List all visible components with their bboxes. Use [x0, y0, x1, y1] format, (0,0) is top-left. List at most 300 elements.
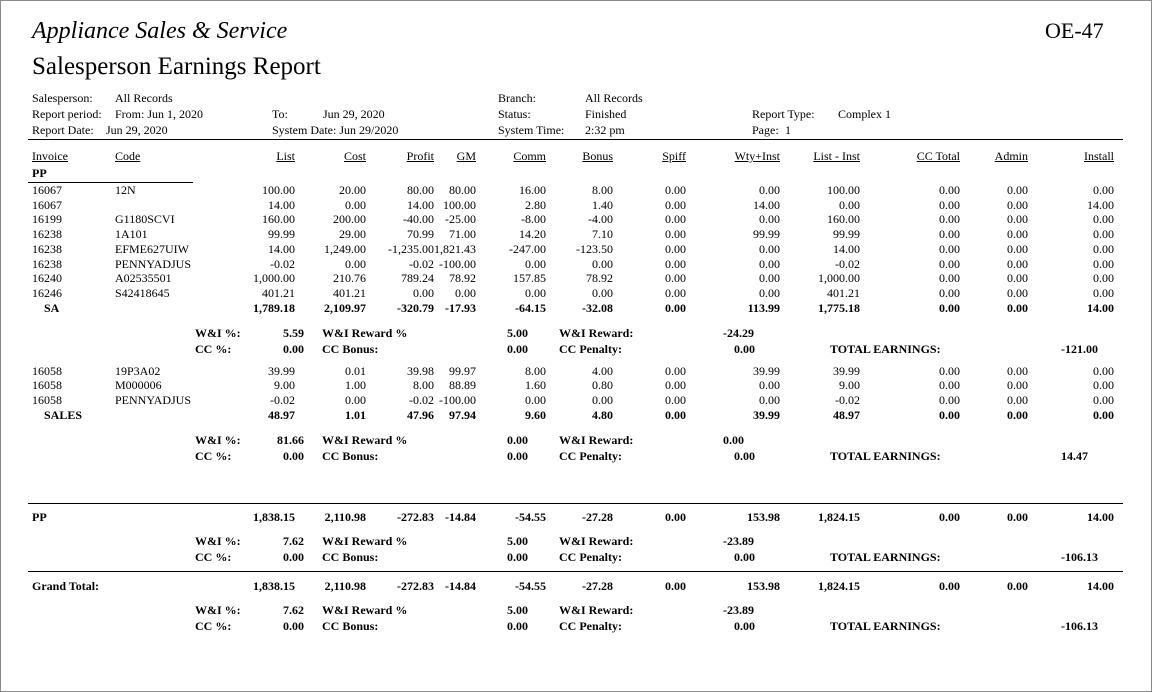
- table-row-bonus: 4.00: [592, 363, 613, 378]
- table-row-invoice: 16246: [32, 285, 62, 300]
- table-row-admin: 0.00: [1007, 212, 1028, 227]
- table-row-bonus: 1.40: [592, 197, 613, 212]
- table-row-profit: 70.99: [407, 227, 434, 242]
- table-row-gm: 80.00: [449, 183, 476, 197]
- wi-reward-label: W&I Reward:: [559, 325, 634, 340]
- table-row-wty-inst: 0.00: [759, 393, 780, 407]
- table-row-invoice: 16058: [32, 363, 62, 378]
- table-row-list-inst: 401.21: [827, 285, 860, 300]
- report-period-to-value: Jun 29, 2020: [323, 107, 385, 121]
- cc-penalty-label: CC Penalty:: [559, 550, 622, 564]
- table-row-spiff: 0.00: [665, 227, 686, 242]
- branch-value: All Records: [585, 91, 643, 105]
- table-row-spiff: 0.00: [665, 393, 686, 407]
- table-row-comm: 16.00: [519, 183, 546, 197]
- system-time-value: 2:32 pm: [585, 123, 625, 137]
- table-row-spiff: 0.00: [665, 378, 686, 393]
- table-row-comm: 0.00: [525, 256, 546, 271]
- table-row-comm: -247.00: [509, 241, 546, 256]
- table-row-admin: 0.00: [1007, 227, 1028, 242]
- table-row-install: 0.00: [1093, 227, 1114, 242]
- grand-total-row-install: 14.00: [1087, 579, 1114, 593]
- table-row-install: 0.00: [1093, 378, 1114, 393]
- subtotal-row-spiff: 0.00: [665, 407, 686, 422]
- form-code: OE-47: [1045, 18, 1104, 43]
- table-row-bonus: -4.00: [588, 212, 613, 227]
- grand-total-row-comm: -54.55: [515, 579, 546, 593]
- table-row-cc-total: 0.00: [939, 212, 960, 227]
- grand-total-row-list-inst: 1,824.15: [818, 579, 860, 593]
- table-row-profit: 789.24: [401, 271, 434, 286]
- group-total-row-wty-inst: 153.98: [747, 510, 780, 524]
- table-row-list-inst: 9.00: [839, 378, 860, 393]
- total-earnings-value: 14.47: [1061, 448, 1088, 463]
- wi-reward-label: W&I Reward:: [559, 432, 634, 447]
- subtotal-row-bonus: -32.08: [582, 300, 613, 315]
- table-row-install: 0.00: [1093, 363, 1114, 378]
- subtotal-row-list-inst: 1,775.18: [818, 300, 860, 315]
- group-total-row-install: 14.00: [1087, 510, 1114, 524]
- status-value: Finished: [585, 107, 627, 121]
- cc-pct-label: CC %:: [195, 341, 232, 356]
- cc-bonus-value: 0.00: [507, 341, 528, 356]
- wi-reward-value: 0.00: [723, 432, 744, 447]
- table-row-admin: 0.00: [1007, 393, 1028, 407]
- table-row-profit: -40.00: [403, 212, 434, 227]
- table-row-list: 100.00: [262, 183, 295, 197]
- table-row-code: 12N: [115, 183, 136, 197]
- table-row-list-inst: -0.02: [835, 256, 860, 271]
- table-row-list: 14.00: [268, 241, 295, 256]
- wi-pct-label: W&I %:: [195, 603, 241, 617]
- table-row-cost: 210.76: [333, 271, 366, 286]
- cc-bonus-label: CC Bonus:: [322, 619, 379, 633]
- wi-pct-value: 7.62: [283, 534, 304, 548]
- table-row-bonus: 78.92: [586, 271, 613, 286]
- wi-reward-label: W&I Reward:: [559, 603, 634, 617]
- table-row-gm: 0.00: [455, 285, 476, 300]
- table-row-gm: -100.00: [439, 256, 476, 271]
- table-row-cost: 0.00: [345, 393, 366, 407]
- table-row-comm: 0.00: [525, 393, 546, 407]
- table-row-comm: -8.00: [521, 212, 546, 227]
- cc-pct-value: 0.00: [283, 448, 304, 463]
- subtotal-row-profit: 47.96: [407, 407, 434, 422]
- wi-reward-pct-label: W&I Reward %: [322, 603, 408, 617]
- subtotal-row-admin: 0.00: [1007, 407, 1028, 422]
- column-header-comm: Comm: [513, 149, 546, 163]
- table-row-comm: 1.60: [525, 378, 546, 393]
- table-row-spiff: 0.00: [665, 212, 686, 227]
- table-row-cc-total: 0.00: [939, 393, 960, 407]
- system-date: System Date: Jun 29/2020: [272, 123, 399, 137]
- table-row-gm: 1,821.43: [434, 241, 476, 256]
- table-row-gm: -100.00: [439, 393, 476, 407]
- table-row-spiff: 0.00: [665, 285, 686, 300]
- table-row-spiff: 0.00: [665, 363, 686, 378]
- salesperson-value: All Records: [115, 91, 173, 105]
- subtotal-row-spiff: 0.00: [665, 300, 686, 315]
- column-header-list: List: [276, 149, 295, 163]
- cc-bonus-label: CC Bonus:: [322, 448, 379, 463]
- table-row-cost: 200.00: [333, 212, 366, 227]
- table-row-cost: 0.00: [345, 197, 366, 212]
- table-row-install: 0.00: [1093, 212, 1114, 227]
- report-period-to-label: To:: [272, 107, 288, 121]
- table-row-wty-inst: 0.00: [759, 241, 780, 256]
- table-row-bonus: 8.00: [592, 183, 613, 197]
- table-row-cc-total: 0.00: [939, 285, 960, 300]
- table-row-cc-total: 0.00: [939, 363, 960, 378]
- column-header-code: Code: [115, 149, 141, 163]
- table-row-cc-total: 0.00: [939, 227, 960, 242]
- total-earnings-label: TOTAL EARNINGS:: [830, 448, 941, 463]
- table-row-list: 14.00: [268, 197, 295, 212]
- subtotal-row-list: 48.97: [268, 407, 295, 422]
- total-earnings-label: TOTAL EARNINGS:: [830, 341, 941, 356]
- page-label: Page:: [752, 123, 779, 137]
- table-row-comm: 8.00: [525, 363, 546, 378]
- table-row-invoice: 16240: [32, 271, 62, 286]
- wi-reward-pct-label: W&I Reward %: [322, 534, 408, 548]
- grand-total-row-gm: -14.84: [445, 579, 476, 593]
- table-row-invoice: 16238: [32, 227, 62, 242]
- table-row-spiff: 0.00: [665, 271, 686, 286]
- cc-bonus-label: CC Bonus:: [322, 341, 379, 356]
- cc-pct-label: CC %:: [195, 619, 232, 633]
- table-row-cost: 401.21: [333, 285, 366, 300]
- table-row-admin: 0.00: [1007, 197, 1028, 212]
- report-type-value: Complex 1: [838, 107, 891, 121]
- table-row-admin: 0.00: [1007, 378, 1028, 393]
- page-number: 1: [785, 123, 791, 137]
- subtotal-row-cc-total: 0.00: [939, 407, 960, 422]
- report-date-label: Report Date:: [32, 123, 94, 137]
- total-earnings-value: -106.13: [1061, 550, 1098, 564]
- column-header-spiff: Spiff: [662, 149, 686, 163]
- table-row-profit: 39.98: [407, 363, 434, 378]
- table-row-profit: 14.00: [407, 197, 434, 212]
- subtotal-row-cost: 2,109.97: [324, 300, 366, 315]
- table-row-invoice: 16238: [32, 256, 62, 271]
- grand-total-row-cc-total: 0.00: [939, 579, 960, 593]
- table-row-code: EFME627UIW: [115, 241, 189, 256]
- wi-reward-pct-value: 0.00: [507, 432, 528, 447]
- table-row-install: 0.00: [1093, 183, 1114, 197]
- column-header-profit: Profit: [406, 149, 434, 163]
- table-row-admin: 0.00: [1007, 256, 1028, 271]
- cc-penalty-value: 0.00: [734, 550, 755, 564]
- table-row-wty-inst: 14.00: [753, 197, 780, 212]
- grand-total-row-admin: 0.00: [1007, 579, 1028, 593]
- cc-pct-value: 0.00: [283, 619, 304, 633]
- cc-penalty-label: CC Penalty:: [559, 448, 622, 463]
- grand-total-row-bonus: -27.28: [582, 579, 613, 593]
- subtotal-row-admin: 0.00: [1007, 300, 1028, 315]
- column-header-admin: Admin: [994, 149, 1028, 163]
- table-row-list: -0.02: [270, 393, 295, 407]
- subtotal-row-install: 14.00: [1087, 300, 1114, 315]
- table-row-list: 99.99: [268, 227, 295, 242]
- table-row-code: 19P3A02: [115, 363, 161, 378]
- table-row-cc-total: 0.00: [939, 197, 960, 212]
- table-row-list-inst: 14.00: [833, 241, 860, 256]
- table-row-cc-total: 0.00: [939, 183, 960, 197]
- table-row-admin: 0.00: [1007, 363, 1028, 378]
- subtotal-row-bonus: 4.80: [592, 407, 613, 422]
- wi-reward-pct-value: 5.00: [507, 325, 528, 340]
- table-row-profit: -0.02: [409, 393, 434, 407]
- table-row-admin: 0.00: [1007, 285, 1028, 300]
- group-total-rule: [28, 503, 1123, 504]
- table-row-gm: 100.00: [443, 197, 476, 212]
- group-total-row-invoice: PP: [32, 510, 47, 524]
- branch-label: Branch:: [498, 91, 536, 105]
- cc-penalty-value: 0.00: [734, 341, 755, 356]
- table-row-cost: 1,249.00: [324, 241, 366, 256]
- table-row-list-inst: 100.00: [827, 183, 860, 197]
- table-row-install: 0.00: [1093, 241, 1114, 256]
- table-row-code: PENNYADJUS: [115, 393, 192, 407]
- wi-pct-value: 5.59: [283, 325, 304, 340]
- table-row-list: -0.02: [270, 256, 295, 271]
- cc-penalty-label: CC Penalty:: [559, 619, 622, 633]
- grand-total-row-list: 1,838.15: [253, 579, 295, 593]
- table-row-wty-inst: 39.99: [753, 363, 780, 378]
- table-row-list: 9.00: [274, 378, 295, 393]
- table-row-admin: 0.00: [1007, 241, 1028, 256]
- table-row-cc-total: 0.00: [939, 256, 960, 271]
- table-row-gm: 88.89: [449, 378, 476, 393]
- table-row-wty-inst: 99.99: [753, 227, 780, 242]
- table-row-list-inst: 99.99: [833, 227, 860, 242]
- subtotal-row-invoice: SA: [44, 300, 60, 315]
- table-row-install: 0.00: [1093, 256, 1114, 271]
- wi-reward-pct-label: W&I Reward %: [322, 325, 408, 340]
- total-earnings-label: TOTAL EARNINGS:: [830, 619, 941, 633]
- column-header-install: Install: [1084, 149, 1114, 163]
- subtotal-row-cost: 1.01: [345, 407, 366, 422]
- cc-pct-label: CC %:: [195, 448, 232, 463]
- grand-total-row-profit: -272.83: [397, 579, 434, 593]
- wi-pct-label: W&I %:: [195, 432, 241, 447]
- cc-penalty-value: 0.00: [734, 619, 755, 633]
- table-row-wty-inst: 0.00: [759, 212, 780, 227]
- table-row-code: S42418645: [115, 285, 170, 300]
- table-row-gm: 78.92: [449, 271, 476, 286]
- total-earnings-value: -121.00: [1061, 341, 1098, 356]
- column-header-cost: Cost: [343, 149, 366, 163]
- grand-total-row-cost: 2,110.98: [324, 579, 366, 593]
- group-label: PP: [32, 166, 47, 180]
- system-time-label: System Time:: [498, 123, 565, 137]
- column-header-list-inst: List - Inst: [813, 149, 860, 163]
- table-row-invoice: 16067: [32, 197, 62, 212]
- cc-pct-value: 0.00: [283, 550, 304, 564]
- table-row-profit: 0.00: [413, 285, 434, 300]
- cc-penalty-label: CC Penalty:: [559, 341, 622, 356]
- table-row-cc-total: 0.00: [939, 241, 960, 256]
- grand-total-row-wty-inst: 153.98: [747, 579, 780, 593]
- table-row-install: 0.00: [1093, 393, 1114, 407]
- table-row-gm: -25.00: [445, 212, 476, 227]
- subtotal-row-cc-total: 0.00: [939, 300, 960, 315]
- group-total-row-spiff: 0.00: [665, 510, 686, 524]
- table-row-admin: 0.00: [1007, 183, 1028, 197]
- grand-total-row-invoice: Grand Total:: [32, 579, 100, 593]
- table-row-comm: 2.80: [525, 197, 546, 212]
- company-name: Appliance Sales & Service: [32, 18, 288, 44]
- group-total-row-comm: -54.55: [515, 510, 546, 524]
- report-period-label: Report period:: [32, 107, 102, 121]
- subtotal-row-install: 0.00: [1093, 407, 1114, 422]
- wi-reward-value: -24.29: [723, 325, 754, 340]
- header-rule: [28, 139, 1123, 140]
- table-row-bonus: -123.50: [576, 241, 613, 256]
- table-row-list-inst: 160.00: [827, 212, 860, 227]
- table-row-invoice: 16199: [32, 212, 62, 227]
- group-total-row-list-inst: 1,824.15: [818, 510, 860, 524]
- table-row-wty-inst: 0.00: [759, 256, 780, 271]
- cc-penalty-value: 0.00: [734, 448, 755, 463]
- table-row-comm: 14.20: [519, 227, 546, 242]
- table-row-list: 1,000.00: [253, 271, 295, 286]
- wi-reward-pct-label: W&I Reward %: [322, 432, 408, 447]
- table-row-invoice: 16058: [32, 378, 62, 393]
- table-row-profit: -0.02: [409, 256, 434, 271]
- table-row-cost: 20.00: [339, 183, 366, 197]
- cc-bonus-value: 0.00: [507, 619, 528, 633]
- salesperson-label: Salesperson:: [32, 91, 93, 105]
- wi-pct-label: W&I %:: [195, 325, 241, 340]
- grand-total-rule: [28, 571, 1123, 572]
- group-total-row-list: 1,838.15: [253, 510, 295, 524]
- status-label: Status:: [498, 107, 531, 121]
- table-row-spiff: 0.00: [665, 256, 686, 271]
- table-row-bonus: 0.00: [592, 285, 613, 300]
- table-row-code: M000006: [115, 378, 162, 393]
- subtotal-row-gm: -17.93: [445, 300, 476, 315]
- table-row-admin: 0.00: [1007, 271, 1028, 286]
- table-row-cost: 1.00: [345, 378, 366, 393]
- wi-pct-label: W&I %:: [195, 534, 241, 548]
- column-header-wty-inst: Wty+Inst: [734, 149, 780, 163]
- cc-bonus-value: 0.00: [507, 550, 528, 564]
- table-row-list: 401.21: [262, 285, 295, 300]
- wi-reward-value: -23.89: [723, 534, 754, 548]
- cc-pct-label: CC %:: [195, 550, 232, 564]
- table-row-install: 0.00: [1093, 285, 1114, 300]
- grand-total-row-spiff: 0.00: [665, 579, 686, 593]
- wi-reward-pct-value: 5.00: [507, 603, 528, 617]
- table-row-wty-inst: 0.00: [759, 271, 780, 286]
- table-row-list: 160.00: [262, 212, 295, 227]
- subtotal-row-comm: 9.60: [525, 407, 546, 422]
- table-row-profit: 80.00: [407, 183, 434, 197]
- table-row-code: G1180SCVI: [115, 212, 175, 227]
- group-total-row-profit: -272.83: [397, 510, 434, 524]
- column-header-invoice: Invoice: [32, 149, 68, 163]
- table-row-invoice: 16058: [32, 393, 62, 407]
- table-row-spiff: 0.00: [665, 241, 686, 256]
- wi-reward-pct-value: 5.00: [507, 534, 528, 548]
- table-row-comm: 0.00: [525, 285, 546, 300]
- group-total-row-admin: 0.00: [1007, 510, 1028, 524]
- table-row-cost: 29.00: [339, 227, 366, 242]
- table-row-spiff: 0.00: [665, 183, 686, 197]
- subtotal-row-gm: 97.94: [449, 407, 476, 422]
- subtotal-row-profit: -320.79: [397, 300, 434, 315]
- column-header-bonus: Bonus: [582, 149, 613, 163]
- table-row-cost: 0.00: [345, 256, 366, 271]
- total-earnings-value: -106.13: [1061, 619, 1098, 633]
- table-row-bonus: 0.00: [592, 393, 613, 407]
- table-row-list-inst: 0.00: [839, 197, 860, 212]
- table-row-wty-inst: 0.00: [759, 285, 780, 300]
- report-title: Salesperson Earnings Report: [32, 53, 321, 80]
- table-row-gm: 99.97: [449, 363, 476, 378]
- group-total-row-bonus: -27.28: [582, 510, 613, 524]
- table-row-install: 14.00: [1087, 197, 1114, 212]
- table-row-wty-inst: 0.00: [759, 378, 780, 393]
- report-date-value: Jun 29, 2020: [106, 123, 168, 137]
- table-row-cc-total: 0.00: [939, 271, 960, 286]
- table-row-list: 39.99: [268, 363, 295, 378]
- table-row-code: PENNYADJUS: [115, 256, 192, 271]
- table-row-cost: 0.01: [345, 363, 366, 378]
- table-row-profit: 8.00: [413, 378, 434, 393]
- column-header-cc-total: CC Total: [916, 149, 960, 163]
- report-period-from: From: Jun 1, 2020: [115, 107, 204, 121]
- table-row-list-inst: 1,000.00: [818, 271, 860, 286]
- table-row-code: 1A101: [115, 227, 148, 242]
- table-row-gm: 71.00: [449, 227, 476, 242]
- table-row-code: A02535501: [115, 271, 172, 286]
- table-row-cc-total: 0.00: [939, 378, 960, 393]
- wi-pct-value: 7.62: [283, 603, 304, 617]
- group-total-row-cost: 2,110.98: [324, 510, 366, 524]
- cc-pct-value: 0.00: [283, 341, 304, 356]
- cc-bonus-value: 0.00: [507, 448, 528, 463]
- subtotal-row-list: 1,789.18: [253, 300, 295, 315]
- table-row-comm: 157.85: [513, 271, 546, 286]
- subtotal-row-wty-inst: 113.99: [747, 300, 780, 315]
- table-row-wty-inst: 0.00: [759, 183, 780, 197]
- wi-reward-value: -23.89: [723, 603, 754, 617]
- wi-pct-value: 81.66: [277, 432, 304, 447]
- subtotal-row-comm: -64.15: [515, 300, 546, 315]
- subtotal-row-list-inst: 48.97: [833, 407, 860, 422]
- table-row-invoice: 16067: [32, 183, 62, 197]
- table-row-spiff: 0.00: [665, 197, 686, 212]
- table-row-bonus: 0.80: [592, 378, 613, 393]
- table-row-invoice: 16238: [32, 241, 62, 256]
- table-row-profit: -1,235.00: [388, 241, 434, 256]
- table-row-bonus: 0.00: [592, 256, 613, 271]
- cc-bonus-label: CC Bonus:: [322, 550, 379, 564]
- table-row-list-inst: -0.02: [835, 393, 860, 407]
- subtotal-row-invoice: SALES: [44, 407, 83, 422]
- wi-reward-label: W&I Reward:: [559, 534, 634, 548]
- table-row-bonus: 7.10: [592, 227, 613, 242]
- group-total-row-gm: -14.84: [445, 510, 476, 524]
- table-row-list-inst: 39.99: [833, 363, 860, 378]
- report-type-label: Report Type:: [752, 107, 815, 121]
- group-total-row-cc-total: 0.00: [939, 510, 960, 524]
- table-row-install: 0.00: [1093, 271, 1114, 286]
- total-earnings-label: TOTAL EARNINGS:: [830, 550, 941, 564]
- subtotal-row-wty-inst: 39.99: [753, 407, 780, 422]
